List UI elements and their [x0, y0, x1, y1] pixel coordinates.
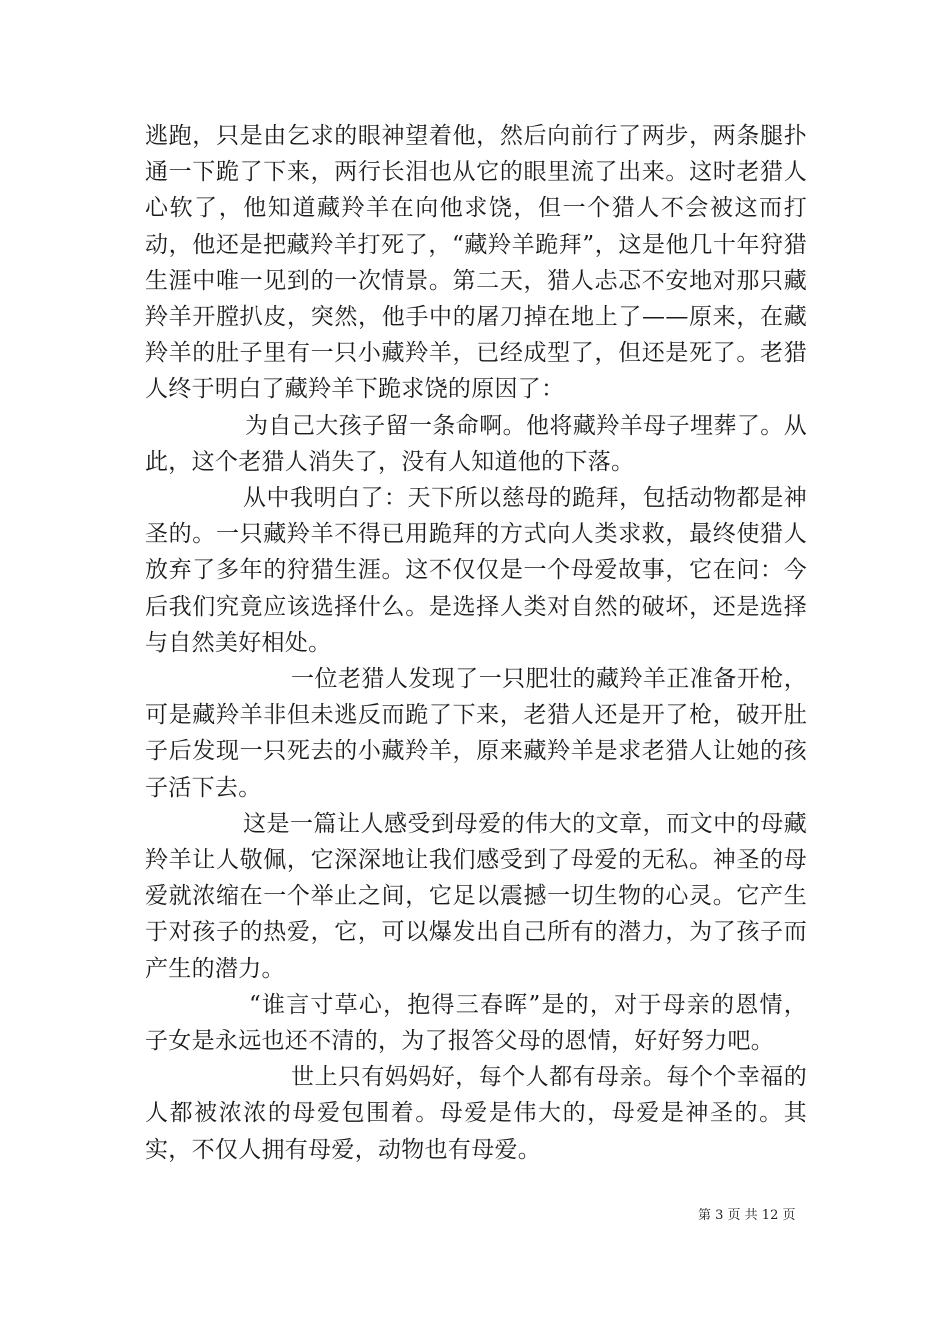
- paragraph-4: 一位老猎人发现了一只肥壮的藏羚羊正准备开枪，可是藏羚羊非但未逃反而跪了下来，老猎人还是开了枪，破开肚子后发现一只死去的小藏羚羊，原来藏羚羊是求老猎人让她的孩子活下去。: [145, 666, 807, 801]
- paragraph-3: 从中我明白了：天下所以慈母的跪拜，包括动物都是神圣的。一只藏羚羊不得已用跪拜的方式向人类求救，最终使猎人放弃了多年的狩猎生涯。这不仅仅是一个母爱故事，它在问：今后我们究竟应该选择什么。是选择人类对自然的破坏，还是选择与自然美好相处。: [145, 485, 807, 656]
- paragraph-5: 这是一篇让人感受到母爱的伟大的文章，而文中的母藏羚羊让人敬佩，它深深地让我们感受到了母爱的无私。神圣的母爱就浓缩在一个举止之间，它足以震撼一切生物的心灵。它产生于对孩子的热爱，它，可以爆发出自己所有的潜力，为了孩子而产生的潜力。: [145, 810, 807, 982]
- paragraph-6: “谁言寸草心，抱得三春晖”是的，对于母亲的恩情，子女是永远也还不清的，为了报答父母的恩情，好好努力吧。: [145, 991, 807, 1055]
- paragraph-2: 为自己大孩子留一条命啊。他将藏羚羊母子埋葬了。从此，这个老猎人消失了，没有人知道他的下落。: [145, 412, 807, 475]
- page-number-footer: 第 3 页 共 12 页: [698, 1208, 796, 1223]
- document-body: [145, 118, 807, 1168]
- paragraph-1: 逃跑，只是由乞求的眼神望着他，然后向前行了两步，两条腿扑通一下跪了下来，两行长泪也从它的眼里流了出来。这时老猎人心软了，他知道藏羚羊在向他求饶，但一个猎人不会被这而打动，他还是把藏羚羊打死了，“藏羚羊跪拜”，这是他几十年狩猎生涯中唯一见到的一次情景。第二天，猎人忐忑不安地对那只藏羚羊开膛扒皮，突然，他手中的屠刀掉在地上了——原来，在藏羚羊的肚子里有一只小藏羚羊，已经成型了，但还是死了。老猎人终于明白了藏羚羊下跪求饶的原因了：: [145, 123, 807, 403]
- paragraph-7: 世上只有妈妈好，每个人都有母亲。每个个幸福的人都被浓浓的母爱包围着。母爱是伟大的，母爱是神圣的。其实，不仅人拥有母爱，动物也有母爱。: [145, 1064, 807, 1163]
